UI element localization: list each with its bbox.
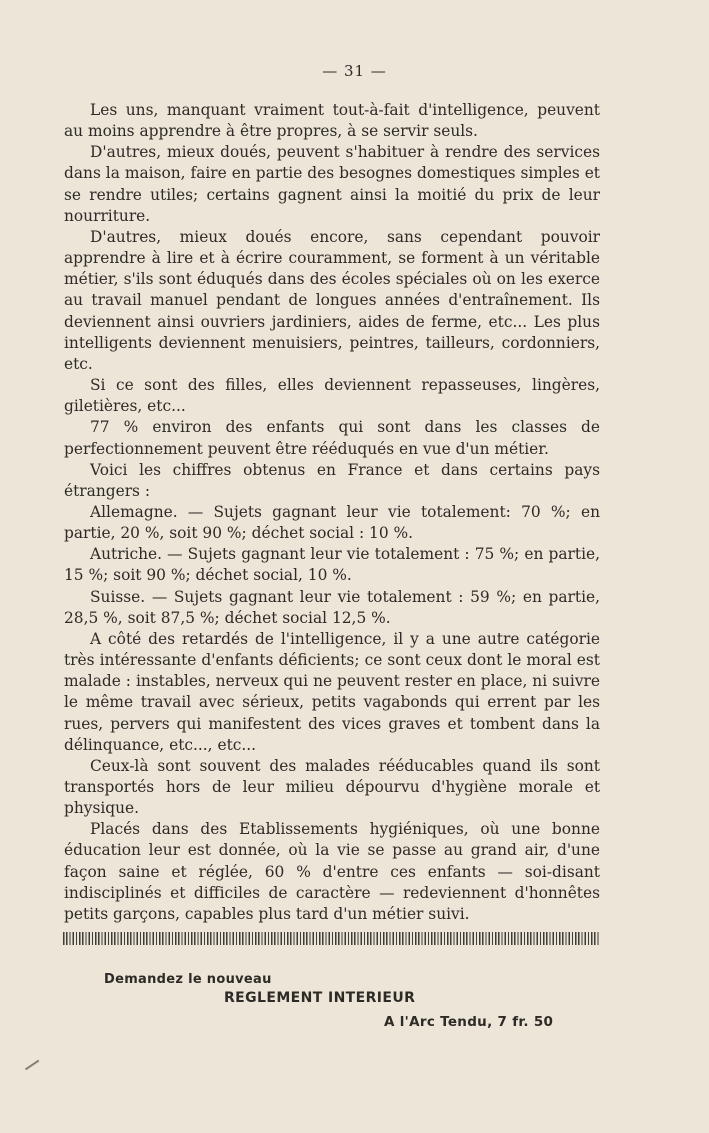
body-text [64, 100, 600, 925]
paragraph: Autriche. — Sujets gagnant leur vie totalement : 75 %; en partie, 15 %; soit 90 %; déchet social, 10 %. [64, 545, 600, 585]
paragraph: D'autres, mieux doués encore, sans cependant pouvoir apprendre à lire et à écrire couramment, se forment à un véritable métier, s'ils sont éduqués dans des écoles spéciales où on les exerce au travail manuel pendant de longues années d'entraînement. Ils deviennent ainsi ouvriers jardiniers, aides de ferme, etc... Les plus intelligents deviennent menuisiers, peintres, tailleurs, cordonniers, etc. [64, 227, 600, 373]
ad-line-price: A l'Arc Tendu, 7 fr. 50 [384, 1014, 554, 1030]
decorative-rule [63, 932, 600, 945]
paragraph: 77 % environ des enfants qui sont dans les classes de perfectionnement peuvent être rééduqués en vue d'un métier. [64, 418, 600, 458]
paragraph: Voici les chiffres obtenus en France et dans certains pays étrangers : [64, 460, 600, 500]
page-number: — 31 — [322, 62, 387, 80]
ad-line-title: REGLEMENT INTERIEUR [224, 990, 416, 1006]
paragraph: Si ce sont des filles, elles deviennent repasseuses, lingères, giletières, etc... [64, 376, 600, 416]
paragraph: A côté des retardés de l'intelligence, il y a une autre catégorie très intéressante d'enfants déficients; ce sont ceux dont le moral est malade : instables, nerveux qui ne peuvent rester en place, ni suivre le même travail avec sérieux, petits vagabonds qui errent par les rues, pervers qui manifestent des vices graves et tombent dans la délinquance, etc..., etc... [64, 629, 600, 754]
ad-line-demandez: Demandez le nouveau [104, 972, 272, 987]
paragraph: Ceux-là sont souvent des malades rééducables quand ils sont transportés hors de leur milieu dépourvu d'hygiène morale et physique. [64, 756, 600, 818]
paragraph: Suisse. — Sujets gagnant leur vie totalement : 59 %; en partie, 28,5 %, soit 87,5 %; déchet social 12,5 %. [64, 587, 600, 627]
paragraph: Allemagne. — Sujets gagnant leur vie totalement: 70 %; en partie, 20 %, soit 90 %; déchet social : 10 %. [64, 502, 600, 543]
paragraph: Placés dans des Etablissements hygiéniques, où une bonne éducation leur est donnée, où la vie se passe au grand air, d'une façon saine et réglée, 60 % d'entre ces enfants — soi-disant indisciplinés et difficiles de caractère — redeviennent d'honnêtes petits garçons, capables plus tard d'un métier suivi. [64, 820, 600, 923]
pencil-mark [25, 1060, 39, 1070]
paragraph: D'autres, mieux doués, peuvent s'habituer à rendre des services dans la maison, faire en partie des besognes domestiques simples et se rendre utiles; certains gagnent ainsi la moitié du prix de leur nourriture. [64, 143, 600, 225]
paragraph: Les uns, manquant vraiment tout-à-fait d'intelligence, peuvent au moins apprendre à être propres, à se servir seuls. [64, 101, 600, 141]
